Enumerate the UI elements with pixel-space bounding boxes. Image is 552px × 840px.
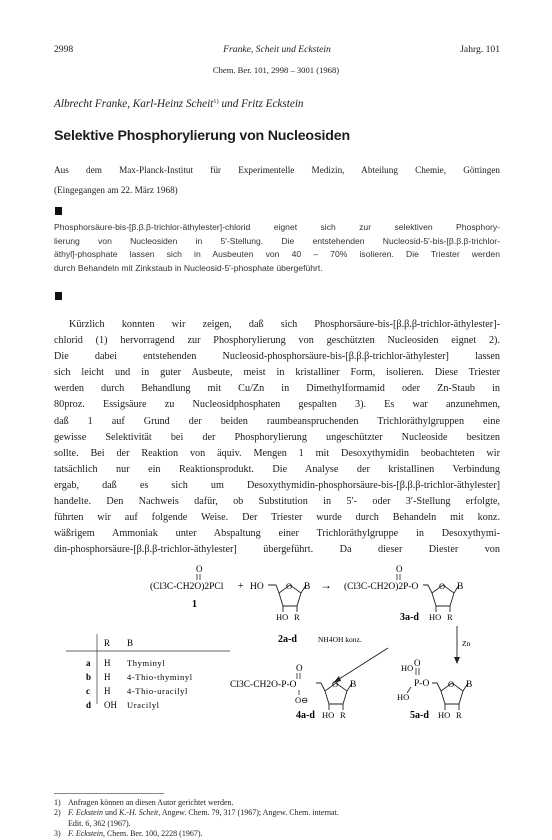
body-line: sich leicht und in guter Ausbeute, meist in kristalliner Form, isolieren. Diese Triester <box>54 367 500 379</box>
nucleoside-2 <box>250 581 310 645</box>
footnote-text: , Angew. Chem. 79, 317 (1967); Angew. Chem. internat. <box>158 808 339 817</box>
diester-formula: Cl3C-CH2O-P-O <box>230 680 297 690</box>
reaction-scheme <box>0 560 552 805</box>
author-tail: und Fritz Eckstein <box>218 98 304 110</box>
atom-ho: HO <box>322 710 335 720</box>
compound-label-5: 5a-d <box>410 710 429 721</box>
atom-ho: HO <box>438 710 451 720</box>
body-line: Die dabei entstehenden Nucleosid-phosphorsäure-bis-[β.β.β-trichlor-äthylester] lassen <box>54 351 500 363</box>
body-line: handelte. Den Nachweis dafür, ob Substitution in 5′- oder 3′-Stellung erfolgte, <box>54 496 500 508</box>
ring-oxygen: O <box>332 679 339 689</box>
arrow-ammonia <box>336 648 388 681</box>
footnote-rule <box>54 793 164 794</box>
base-b: B <box>304 582 311 592</box>
body-line: ergab, daß es sich um Desoxythymidin-phosphorsäure-bis-[β.β.β-trichlor-äthylester] <box>54 479 500 491</box>
running-head: Franke, Scheit und Eckstein <box>223 44 331 55</box>
table-cell-b: 4-Thio-thyminyl <box>127 672 193 682</box>
atom-ho: HO <box>397 692 410 702</box>
abstract-line: Phosphorsäure-bis-[β.β.β-trichlor-äthylester]-chlorid eignet sich zur selektiven Phosphory- <box>54 222 500 232</box>
abstract <box>54 221 500 275</box>
abstract-line: lierung von Nucleosiden in 5′-Stellung. Die entstehenden Nucleosid-5′-bis-[β.β.β-trichlor- <box>54 235 500 246</box>
arrowhead <box>454 657 460 664</box>
body-line: wäßrigem Ammoniak unter Abspaltung einer Trichloräthylgruppe in Desoxythymi- <box>54 528 500 540</box>
atom-r: R <box>456 710 462 720</box>
author-line <box>54 98 304 110</box>
citation-line: Chem. Ber. 101, 2998 – 3001 (1968) <box>212 65 340 75</box>
section-marker <box>55 292 62 300</box>
triester-3 <box>344 564 463 623</box>
table-cell-r: H <box>104 672 111 682</box>
author-names: Albrecht Franke, Karl-Heinz Scheit <box>54 98 214 110</box>
table-cell-r: H <box>104 686 111 696</box>
section-marker <box>55 207 62 215</box>
table-cell-r: H <box>104 658 111 668</box>
atom-ho: HO <box>401 663 414 673</box>
base-b: B <box>350 680 357 690</box>
body-line: Kürzlich konnten wir zeigen, daß sich Phosphorsäure-bis-[β.β.β-trichlor-äthylester]- <box>69 319 500 330</box>
body-line: sollte. Bei der Reaktion von äquiv. Mengen 1 mit Desoxythymidin beobachteten wir <box>54 447 500 459</box>
substituent-table <box>66 634 230 710</box>
body-line: werden durch Behandlung mit Cu/Zn in Dimethylformamid oder Zn-Staub in <box>54 383 500 395</box>
affiliation-institute: Aus dem Max-Planck-Institut für Experimentelle Medizin, Abteilung Chemie, Göttingen <box>54 165 500 175</box>
page-number: 2998 <box>54 44 74 55</box>
atom-ho: HO <box>429 612 442 622</box>
base-b: B <box>457 582 464 592</box>
triester-formula: (Cl3C-CH2O)2P-O <box>344 582 419 592</box>
ring-oxygen: O <box>286 581 293 591</box>
atom-r: R <box>447 612 453 622</box>
compound-label-1: 1 <box>192 599 197 610</box>
atom-r: R <box>294 612 300 622</box>
footnote-2 <box>54 808 500 829</box>
footnote-author: F. Eckstein <box>68 829 103 838</box>
reaction-arrow: → <box>320 578 332 592</box>
atom-o: O <box>396 564 403 574</box>
atom-o: O <box>414 658 421 668</box>
abstract-line: durch Behandeln mit Zinkstaub in Nucleosid-5′-phosphate übergeführt. <box>54 262 323 273</box>
footnote-continuation: Edit. 6, 362 (1967). <box>68 818 131 828</box>
footnote-author: K.-H. Scheit <box>118 808 159 817</box>
footnote-number: 2) <box>54 808 61 817</box>
abstract-line: äthyl]-phosphate lassen sich in Ausbeuten von 40 – 70% isolieren. Die Triester werden <box>54 249 500 260</box>
body-line: tatsächlich nur ein Reaktionsprodukt. Die Analyse der kristallinen Verbindung <box>54 463 500 475</box>
compound-label-2: 2a-d <box>278 634 297 645</box>
footnote-conj: und <box>102 808 119 817</box>
atom-ho: HO <box>276 612 289 622</box>
footnote-text: Anfragen können an diesen Autor gerichtet werden. <box>68 798 234 807</box>
atom-o-minus: O⊖ <box>295 695 309 705</box>
body-line: chlorid (1) hervorragend zur Phosphorylierung von geschützten Nucleosiden eignet 2). <box>54 335 500 347</box>
table-cell-b: Thyminyl <box>127 658 166 668</box>
atom-ho: HO <box>250 582 264 592</box>
compound-label-3: 3a-d <box>400 612 419 623</box>
reagent-zn: Zn <box>462 639 471 648</box>
table-row-key: b <box>86 672 92 682</box>
article-title: Selektive Phosphorylierung von Nucleosiden <box>54 128 350 144</box>
atom-o: O <box>196 564 203 574</box>
body-text <box>54 317 500 558</box>
reagent-1 <box>150 564 224 610</box>
footnote-1 <box>54 798 500 809</box>
reagent-nh4oh: NH4OH konz. <box>318 635 362 644</box>
body-line: gewisse Selektivität bei der Phosphorylierung ungeschützter Nucleoside besitzen <box>54 431 500 443</box>
reagent-formula: (Cl3C-CH2O)2PCl <box>150 582 224 592</box>
body-line: din-phosphorsäure-[β.β.β-trichlor-äthylester] übergeführt. Da dieser Diester von <box>54 544 500 556</box>
base-b: B <box>466 680 473 690</box>
table-cell-b: 4-Thio-uracilyl <box>127 686 188 696</box>
table-cell-r: OH <box>104 700 117 710</box>
ring-oxygen: O <box>448 679 455 689</box>
atom-o: O <box>296 663 303 673</box>
body-line: führten wir auf folgende Weise. Der Triester wurde durch Behandeln mit konz. <box>54 512 500 524</box>
footnote-text: , Chem. Ber. 100, 2228 (1967). <box>102 829 203 838</box>
affiliation <box>54 160 500 200</box>
atom-r: R <box>340 710 346 720</box>
volume-label: Jahrg. 101 <box>460 44 500 55</box>
table-cell-b: Uracilyl <box>127 700 160 710</box>
compound-label-4: 4a-d <box>296 710 315 721</box>
diester-4 <box>230 663 356 721</box>
table-row-key: a <box>86 658 91 668</box>
footnote-author: F. Eckstein <box>68 808 103 817</box>
plus-sign: + <box>238 581 244 592</box>
table-row-key: d <box>86 700 92 710</box>
table-header-b: B <box>127 638 134 648</box>
body-line: 80proz. Essigsäure zu Nucleosidphosphaten gespalten 3). Es war anzunehmen, <box>54 399 500 411</box>
received-date: (Eingegangen am 22. März 1968) <box>54 185 178 195</box>
footnote-number: 3) <box>54 829 61 838</box>
footnote-mark[interactable]: 1) <box>213 98 219 105</box>
body-line: daß 1 auf Grund der beiden raumbeanspruchenden Trichloräthylgruppen eine <box>54 415 500 427</box>
footnote-number: 1) <box>54 798 61 807</box>
monophosphate-5 <box>397 658 472 721</box>
footnote-3 <box>54 829 500 840</box>
table-row-key: c <box>86 686 90 696</box>
table-header-r: R <box>104 638 111 648</box>
ring-oxygen: O <box>439 581 446 591</box>
atom-p: P-O <box>414 679 430 689</box>
